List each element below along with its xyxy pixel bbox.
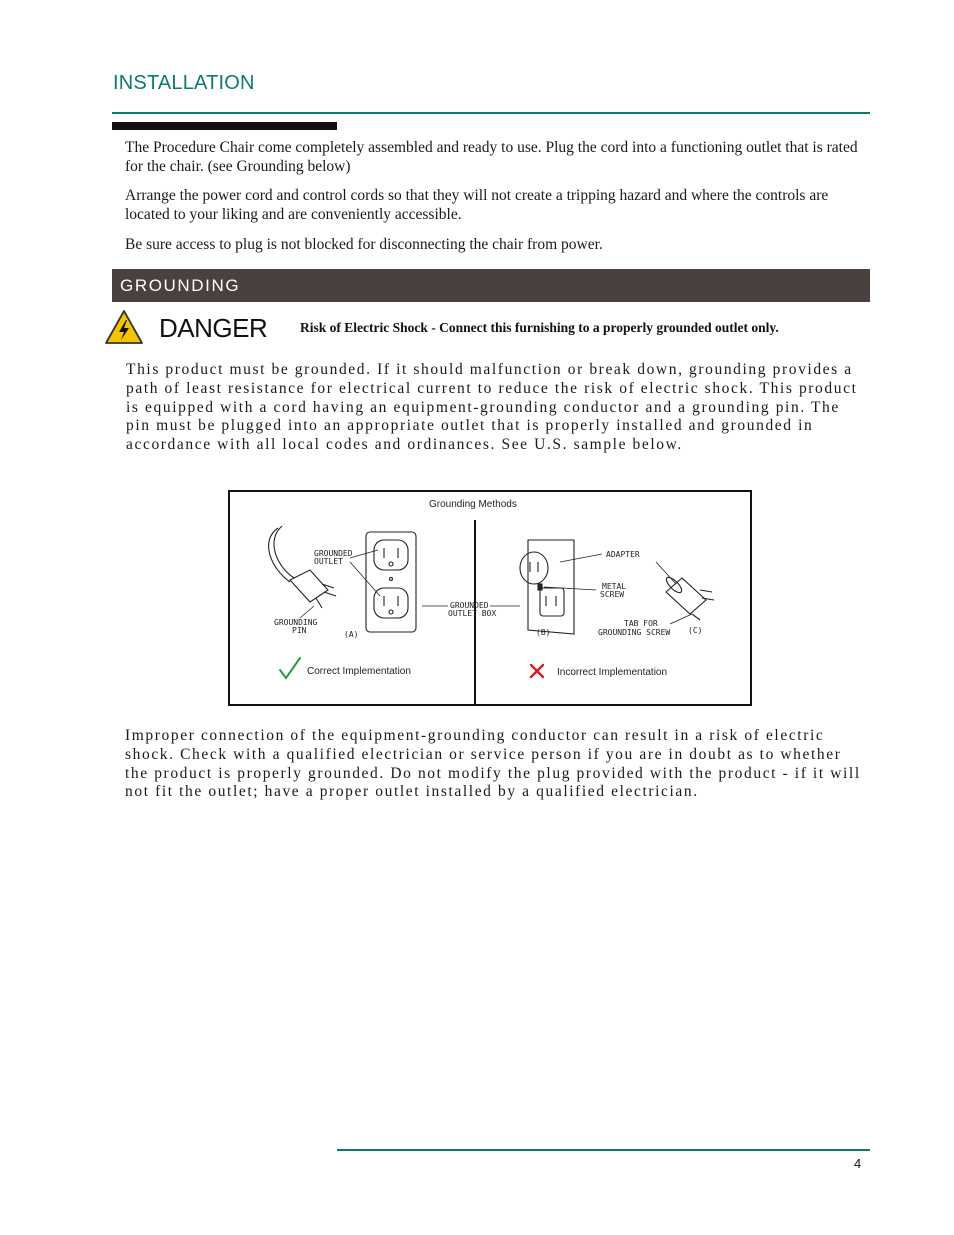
- installation-paragraph-1: The Procedure Chair come completely assembled and ready to use. Plug the cord into a functioning outlet that is rated for the chair. (see Grounding below): [125, 139, 858, 175]
- header-rule: [112, 112, 870, 114]
- label-c: (C): [688, 626, 703, 635]
- cross-icon: [531, 665, 543, 677]
- page-number: 4: [854, 1156, 862, 1171]
- danger-message: Risk of Electric Shock - Connect this furnishing to a properly grounded outlet only.: [300, 320, 779, 335]
- grounded-plug-drawing: [269, 526, 336, 608]
- grounded-outlet-drawing: [366, 532, 416, 632]
- header-accent-bar: [112, 122, 337, 130]
- label-grounding-pin-1: GROUNDING: [274, 618, 318, 627]
- correct-implementation-label: Correct Implementation: [307, 666, 411, 677]
- high-voltage-warning-icon: [104, 309, 144, 345]
- label-tab-1: TAB FOR: [624, 619, 658, 628]
- installation-paragraph-3: Be sure access to plug is not blocked for disconnecting the chair from power.: [125, 236, 603, 253]
- label-metal-screw-2: SCREW: [600, 590, 625, 599]
- grounding-paragraph-2: Improper connection of the equipment-grounding conductor can result in a risk of electric shock. Check with a qualified electrician or service person if you are in doubt as to whether the product is properly grounded. Do not modify the plug provided with the product - if it will not fit the outlet; have a proper outlet installed by a qualified electrician.: [125, 727, 861, 801]
- installation-paragraph-2: Arrange the power cord and control cords so that they will not create a tripping hazard and where the controls are located to your liking and are conveniently accessible.: [125, 187, 829, 223]
- label-adapter: ADAPTER: [606, 550, 640, 559]
- check-icon: [280, 658, 300, 678]
- incorrect-implementation-label: Incorrect Implementation: [557, 667, 668, 678]
- adapter-plug-drawing: [664, 575, 714, 620]
- figure-title: Grounding Methods: [429, 499, 517, 510]
- label-metal-screw-1: METAL: [602, 582, 627, 591]
- label-grounded-outlet-box-1: GROUNDED: [450, 601, 489, 610]
- label-grounded-outlet-1: GROUNDED: [314, 549, 353, 558]
- grounding-section-title: GROUNDING: [120, 276, 241, 295]
- label-grounded-outlet-box-2: OUTLET BOX: [448, 609, 497, 618]
- page-title: INSTALLATION: [113, 72, 255, 94]
- label-grounding-pin-2: PIN: [292, 626, 307, 635]
- danger-label: DANGER: [159, 313, 268, 343]
- label-a: (A): [344, 630, 359, 639]
- label-grounded-outlet-2: OUTLET: [314, 557, 343, 566]
- grounding-paragraph-1: This product must be grounded. If it should malfunction or break down, grounding provides a path of least resistance for electrical current to reduce the risk of electric shock. This product is equipped with a cord having an equipment-grounding conductor and a grounding pin. The pin must be plugged into an appropriate outlet that is properly installed and grounded in accordance with all local codes and ordinances. See U.S. sample below.: [126, 361, 858, 454]
- footer-rule: [337, 1149, 870, 1151]
- label-tab-2: GROUNDING SCREW: [598, 628, 671, 637]
- label-b: (B): [536, 628, 551, 637]
